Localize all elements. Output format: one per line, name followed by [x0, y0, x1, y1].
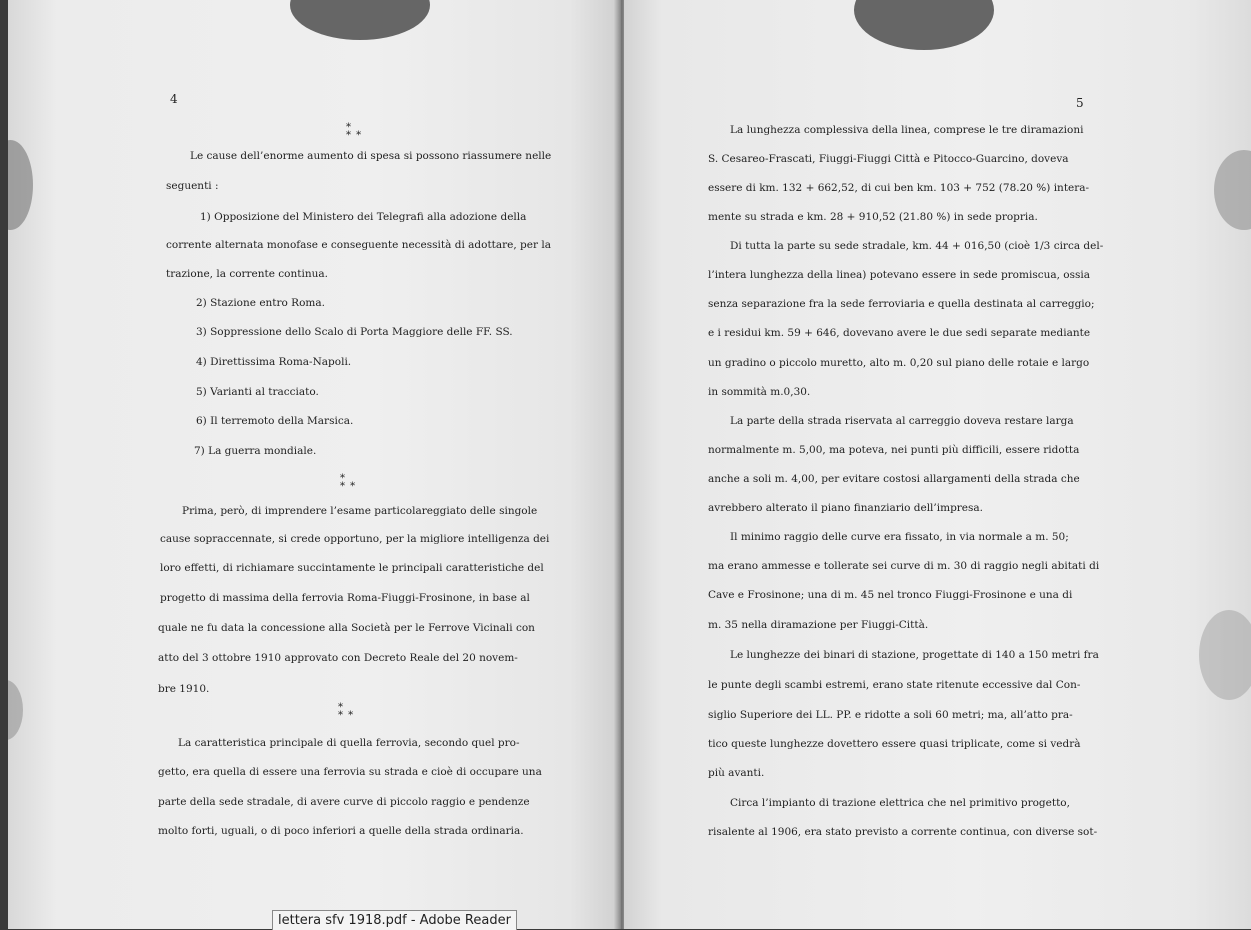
text-line: atto del 3 ottobre 1910 approvato con Decreto Reale del 20 novem- [158, 652, 518, 664]
ink-stain [290, 0, 430, 40]
ink-stain [8, 680, 23, 740]
text-line: Il minimo raggio delle curve era fissato, in via normale a m. 50; [730, 531, 1069, 543]
text-line: trazione, la corrente continua. [166, 268, 328, 280]
text-line: parte della sede stradale, di avere curve di piccolo raggio e pendenze [158, 796, 530, 808]
text-line: siglio Superiore dei LL. PP. e ridotte a soli 60 metri; ma, all’atto pra- [708, 709, 1073, 721]
text-line: corrente alternata monofase e conseguente necessità di adottare, per la [166, 239, 551, 251]
text-line: bre 1910. [158, 683, 210, 695]
text-line: l’intera lunghezza della linea) potevano essere in sede promiscua, ossia [708, 269, 1091, 281]
text-line: quale ne fu data la concessione alla Società per le Ferrove Vicinali con [158, 622, 535, 634]
ink-stain [1199, 610, 1251, 700]
text-line: La lunghezza complessiva della linea, comprese le tre diramazioni [730, 124, 1084, 136]
text-line: La parte della strada riservata al carreggio doveva restare larga [730, 415, 1074, 427]
ink-stain [854, 0, 994, 50]
window-title-tooltip[interactable]: lettera sfv 1918.pdf - Adobe Reader [272, 910, 517, 930]
text-line: 1) Opposizione del Ministero dei Telegrafi alla adozione della [200, 211, 527, 223]
text-line: m. 35 nella diramazione per Fiuggi-Città. [708, 619, 929, 631]
text-line: essere di km. 132 + 662,52, di cui ben km. 103 + 752 (78.20 %) intera- [708, 182, 1090, 194]
text-line: le punte degli scambi estremi, erano state ritenute eccessive dal Con- [708, 679, 1081, 691]
ink-stain [8, 140, 33, 230]
pdf-spread [8, 0, 1251, 929]
page-left [8, 0, 618, 929]
text-line: 6) Il terremoto della Marsica. [196, 415, 354, 427]
text-line: avrebbero alterato il piano finanziario dell’impresa. [708, 502, 984, 514]
text-line: anche a soli m. 4,00, per evitare costosi allargamenti della strada che [708, 473, 1080, 485]
text-line: 7) La guerra mondiale. [194, 445, 317, 457]
text-line: mente su strada e km. 28 + 910,52 (21.80 %) in sede propria. [708, 211, 1038, 223]
section-asterism: * * * [338, 702, 355, 721]
text-line: La caratteristica principale di quella ferrovia, secondo quel pro- [178, 737, 520, 749]
text-line: seguenti : [166, 180, 219, 192]
text-line: 5) Varianti al tracciato. [196, 386, 319, 398]
text-line: in sommità m.0,30. [708, 386, 811, 398]
text-line: Le cause dell’enorme aumento di spesa si possono riassumere nelle [190, 150, 552, 162]
text-line: e i residui km. 59 + 646, dovevano avere le due sedi separate mediante [708, 327, 1091, 339]
text-line: loro effetti, di richiamare succintamente le principali caratteristiche del [160, 562, 544, 574]
section-asterism: * * * [340, 473, 357, 492]
text-line: progetto di massima della ferrovia Roma-Fiuggi-Frosinone, in base al [160, 592, 530, 604]
text-line: più avanti. [708, 767, 765, 779]
page-number: 4 [170, 92, 178, 106]
page-number: 5 [1076, 96, 1084, 110]
text-line: Cave e Frosinone; una di m. 45 nel tronco Fiuggi-Frosinone e una di [708, 589, 1073, 601]
text-line: cause sopraccennate, si crede opportuno, per la migliore intelligenza dei [160, 533, 550, 545]
text-line: Le lunghezze dei binari di stazione, progettate di 140 a 150 metri fra [730, 649, 1099, 661]
text-line: Circa l’impianto di trazione elettrica che nel primitivo progetto, [730, 797, 1070, 809]
ink-stain [1214, 150, 1251, 230]
text-line: normalmente m. 5,00, ma poteva, nei punti più difficili, essere ridotta [708, 444, 1080, 456]
page-right [624, 0, 1251, 929]
text-line: ma erano ammesse e tollerate sei curve di m. 30 di raggio negli abitati di [708, 560, 1100, 572]
text-line: 2) Stazione entro Roma. [196, 297, 325, 309]
text-line: Di tutta la parte su sede stradale, km. 44 + 016,50 (cioè 1/3 circa del- [730, 240, 1104, 252]
text-line: risalente al 1906, era stato previsto a corrente continua, con diverse sot- [708, 826, 1098, 838]
text-line: getto, era quella di essere una ferrovia su strada e cioè di occupare una [158, 766, 542, 778]
text-line: 4) Direttissima Roma-Napoli. [196, 356, 352, 368]
text-line: molto forti, uguali, o di poco inferiori a quelle della strada ordinaria. [158, 825, 524, 837]
section-asterism: * * * [346, 122, 363, 141]
text-line: S. Cesareo-Frascati, Fiuggi-Fiuggi Città e Pitocco-Guarcino, doveva [708, 153, 1069, 165]
text-line: Prima, però, di imprendere l’esame particolareggiato delle singole [182, 505, 538, 517]
text-line: tico queste lunghezze dovettero essere quasi triplicate, come si vedrà [708, 738, 1081, 750]
text-line: senza separazione fra la sede ferroviaria e quella destinata al carreggio; [708, 298, 1095, 310]
text-line: 3) Soppressione dello Scalo di Porta Maggiore delle FF. SS. [196, 326, 513, 338]
text-line: un gradino o piccolo muretto, alto m. 0,20 sul piano delle rotaie e largo [708, 357, 1090, 369]
